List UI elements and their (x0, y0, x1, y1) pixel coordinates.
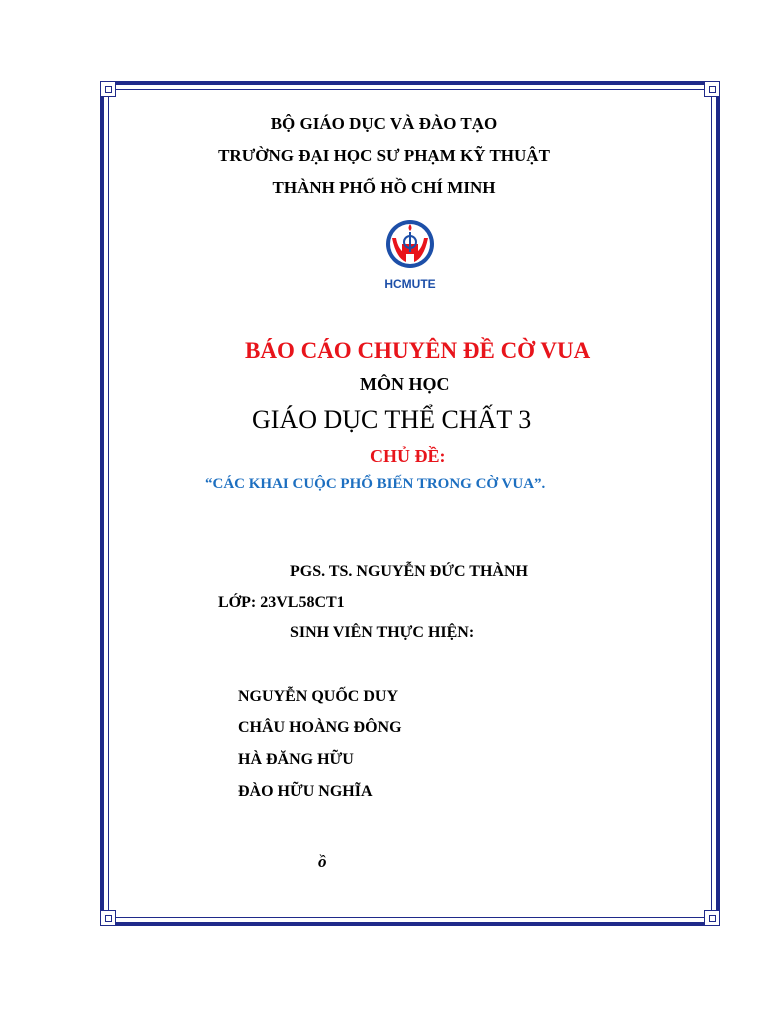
lecturer-name: PGS. TS. NGUYỄN ĐỨC THÀNH (290, 563, 528, 580)
ministry-heading: BỘ GIÁO DỤC VÀ ĐÀO TẠO (270, 114, 498, 133)
students-label: SINH VIÊN THỰC HIỆN: (290, 624, 475, 641)
border-corner-top-left (100, 81, 116, 97)
border-corner-bottom-left (100, 910, 116, 926)
topic-label: CHỦ ĐỀ: (370, 446, 446, 466)
border-corner-bottom-right (704, 910, 720, 926)
stray-character: ồ (318, 852, 327, 871)
border-corner-top-right (704, 81, 720, 97)
student-name: HÀ ĐĂNG HỮU (238, 751, 354, 768)
subject-label: MÔN HỌC (360, 374, 450, 394)
logo-text: HCMUTE (384, 277, 436, 290)
student-name: NGUYỄN QUỐC DUY (238, 688, 398, 705)
city-heading: THÀNH PHỐ HỒ CHÍ MINH (272, 178, 496, 197)
student-name: ĐÀO HỮU NGHĨA (238, 783, 373, 800)
class-code: LỚP: 23VL58CT1 (218, 594, 345, 611)
subject-name: GIÁO DỤC THỂ CHẤT 3 (252, 405, 532, 434)
page-border-inner (108, 89, 712, 918)
hcmute-logo (378, 218, 442, 290)
student-name: CHÂU HOÀNG ĐÔNG (238, 719, 402, 736)
university-heading: TRƯỜNG ĐẠI HỌC SƯ PHẠM KỸ THUẬT (218, 146, 550, 165)
report-title: BÁO CÁO CHUYÊN ĐỀ CỜ VUA (245, 338, 591, 363)
topic-text: “CÁC KHAI CUỘC PHỔ BIẾN TRONG CỜ VUA”. (205, 476, 546, 492)
